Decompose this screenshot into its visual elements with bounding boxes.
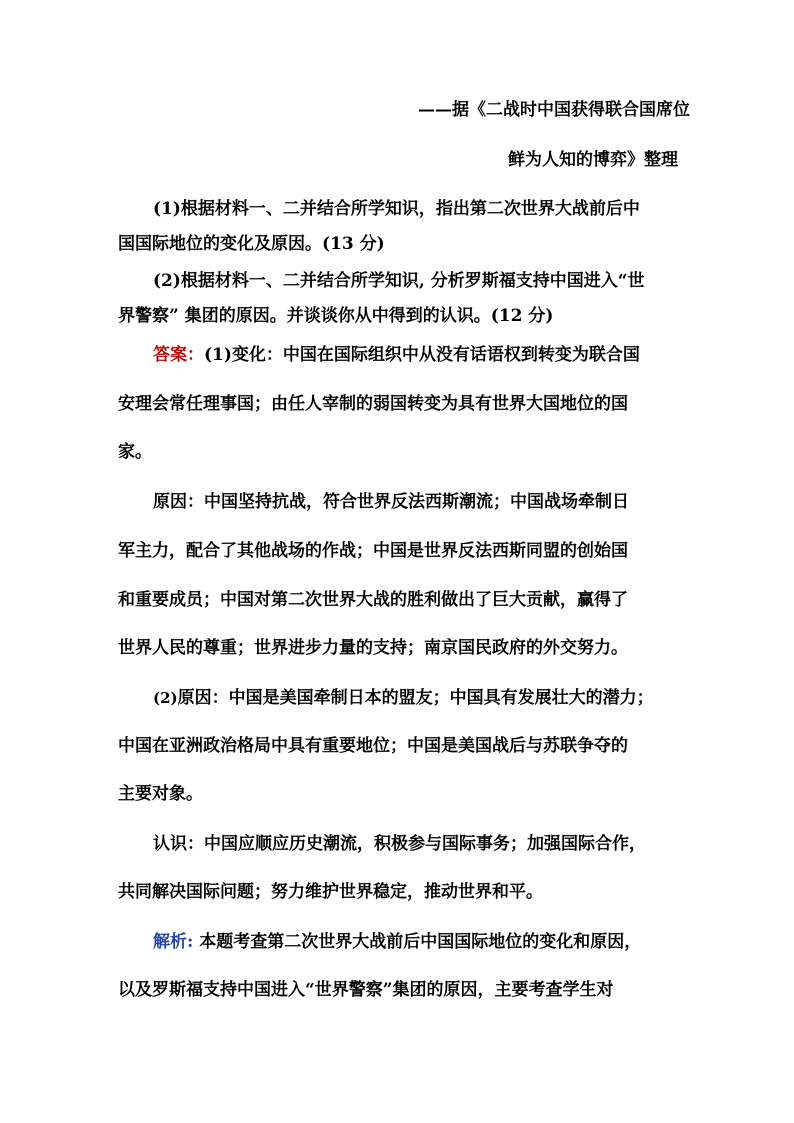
answer-2-text: 原因：中国是美国牵制日本的盟友；中国具有发展壮大的潜力； [177, 688, 654, 708]
analysis-line-2: 以及罗斯福支持中国进入“世界警察”集团的原因，主要考查学生对 [118, 980, 614, 1000]
answer-label: 答案： [153, 345, 204, 365]
source-line-2: 鲜为人知的博弈》整理 [508, 150, 678, 170]
answer-change-text: 变化：中国在国际组织中从没有话语权到转变为联合国 [231, 345, 640, 365]
reason-line-3: 和重要成员；中国对第二次世界大战的胜利做出了巨大贡献，赢得了 [118, 590, 628, 610]
question-2-line-2: 界警察” 集团的原因。并谈谈你从中得到的认识。(12 分) [118, 306, 554, 326]
analysis-text: 本题考查第二次世界大战前后中国国际地位的变化和原因， [193, 932, 642, 952]
question-1-line-1: (1)根据材料一、二并结合所学知识，指出第二次世界大战前后中 [153, 199, 640, 219]
reason-line-2: 军主力，配合了其他战场的作战；中国是世界反法西斯同盟的创始国 [118, 541, 628, 561]
answer-number-1: (1) [204, 345, 232, 365]
answer-2-line-1 [153, 687, 654, 709]
answer-line-3: 家。 [118, 442, 152, 462]
analysis-line-1 [153, 931, 641, 953]
answer-2-line-2: 中国在亚洲政治格局中具有重要地位；中国是美国战后与苏联争夺的 [118, 736, 628, 756]
answer-line-1 [153, 344, 640, 366]
question-1-line-2: 国国际地位的变化及原因。(13 分) [118, 234, 385, 254]
question-2-line-1: (2)根据材料一、二并结合所学知识, 分析罗斯福支持中国进入“世 [153, 271, 645, 291]
insight-line-1: 认识：中国应顺应历史潮流，积极参与国际事务；加强国际合作， [153, 834, 646, 854]
answer-number-2: (2) [153, 689, 178, 707]
answer-line-2: 安理会常任理事国；由任人宰制的弱国转变为具有世界大国地位的国 [118, 394, 628, 414]
answer-2-line-3: 主要对象。 [118, 784, 203, 804]
source-line-1: ——据《二战时中国获得联合国席位 [418, 100, 690, 120]
reason-line-4: 世界人民的尊重；世界进步力量的支持；南京国民政府的外交努力。 [118, 638, 628, 658]
analysis-label: 解析: [153, 932, 194, 952]
insight-line-2: 共同解决国际问题；努力维护世界稳定，推动世界和平。 [118, 882, 543, 902]
reason-line-1: 原因：中国坚持抗战，符合世界反法西斯潮流；中国战场牵制日 [153, 492, 629, 512]
